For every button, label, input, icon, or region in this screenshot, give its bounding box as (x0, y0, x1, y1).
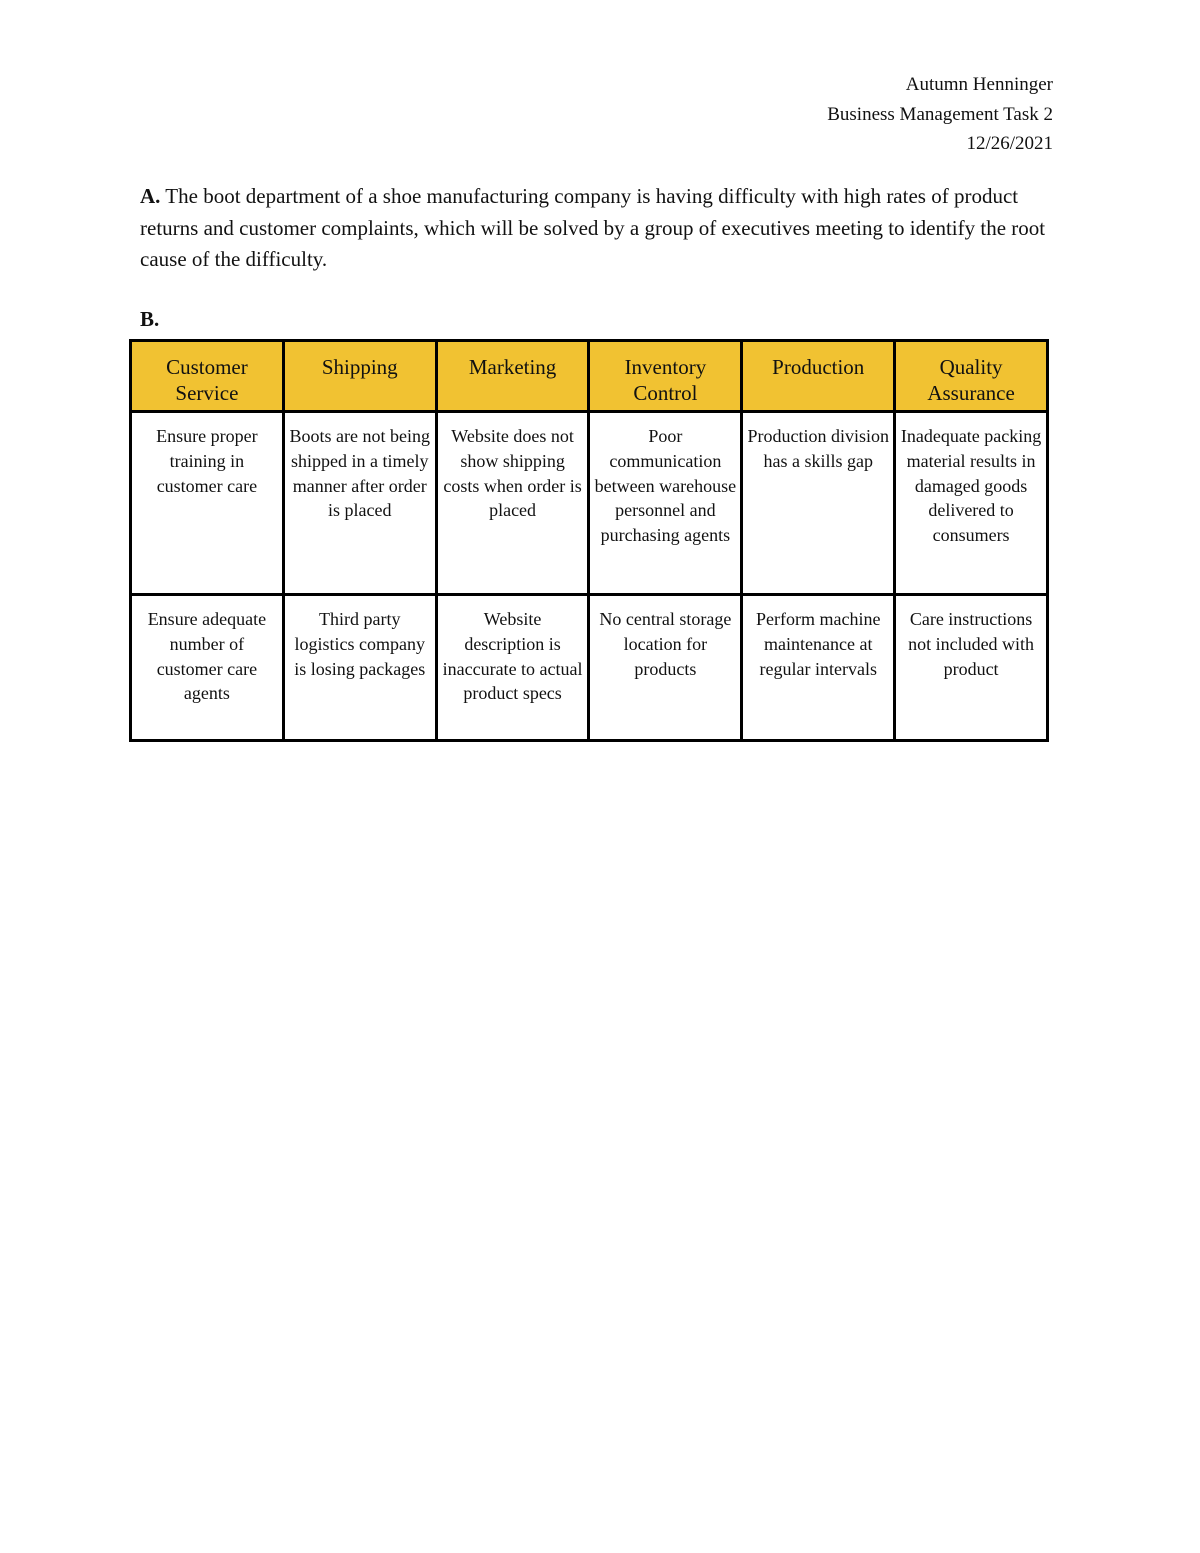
section-a-label: A. (140, 184, 161, 208)
table-cell: Poor communication between warehouse personnel and purchasing agents (589, 412, 742, 595)
table-cell: Website description is inaccurate to actual product specs (436, 595, 589, 741)
table-cell: Ensure proper training in customer care (131, 412, 284, 595)
table-cell: Care instructions not included with product (895, 595, 1048, 741)
table-cell: Inadequate packing material results in damaged goods delivered to consumers (895, 412, 1048, 595)
column-header-inventory-control: Inventory Control (589, 341, 742, 412)
table-cell: Ensure adequate number of customer care agents (131, 595, 284, 741)
document-header (827, 70, 1053, 159)
root-cause-table (129, 339, 1049, 742)
author-name: Autumn Henninger (905, 74, 1053, 95)
table-row (131, 595, 1048, 741)
section-b-label: B. (140, 307, 160, 331)
table-cell: Boots are not being shipped in a timely manner after order is placed (283, 412, 436, 595)
section-a-text: The boot department of a shoe manufacturing company is having difficulty with high rates of product returns and customer complaints, which will be solved by a group of executives meeting to identify the root cause of the difficulty. (140, 184, 1046, 271)
column-header-production: Production (742, 341, 895, 412)
table-cell: Third party logistics company is losing packages (283, 595, 436, 741)
table-cell: Production division has a skills gap (742, 412, 895, 595)
table-row (131, 412, 1048, 595)
table-cell: Perform machine maintenance at regular intervals (742, 595, 895, 741)
column-header-marketing: Marketing (436, 341, 589, 412)
course-title: Business Management Task 2 (827, 103, 1053, 125)
column-header-quality-assurance: Quality Assurance (895, 341, 1048, 412)
section-a-paragraph (140, 181, 1065, 276)
table-header-row (131, 341, 1048, 412)
column-header-shipping: Shipping (283, 341, 436, 412)
table-cell: No central storage location for products (589, 595, 742, 741)
document-date: 12/26/2021 (966, 133, 1053, 154)
table-cell: Website does not show shipping costs when order is placed (436, 412, 589, 595)
column-header-customer-service: Customer Service (131, 341, 284, 412)
